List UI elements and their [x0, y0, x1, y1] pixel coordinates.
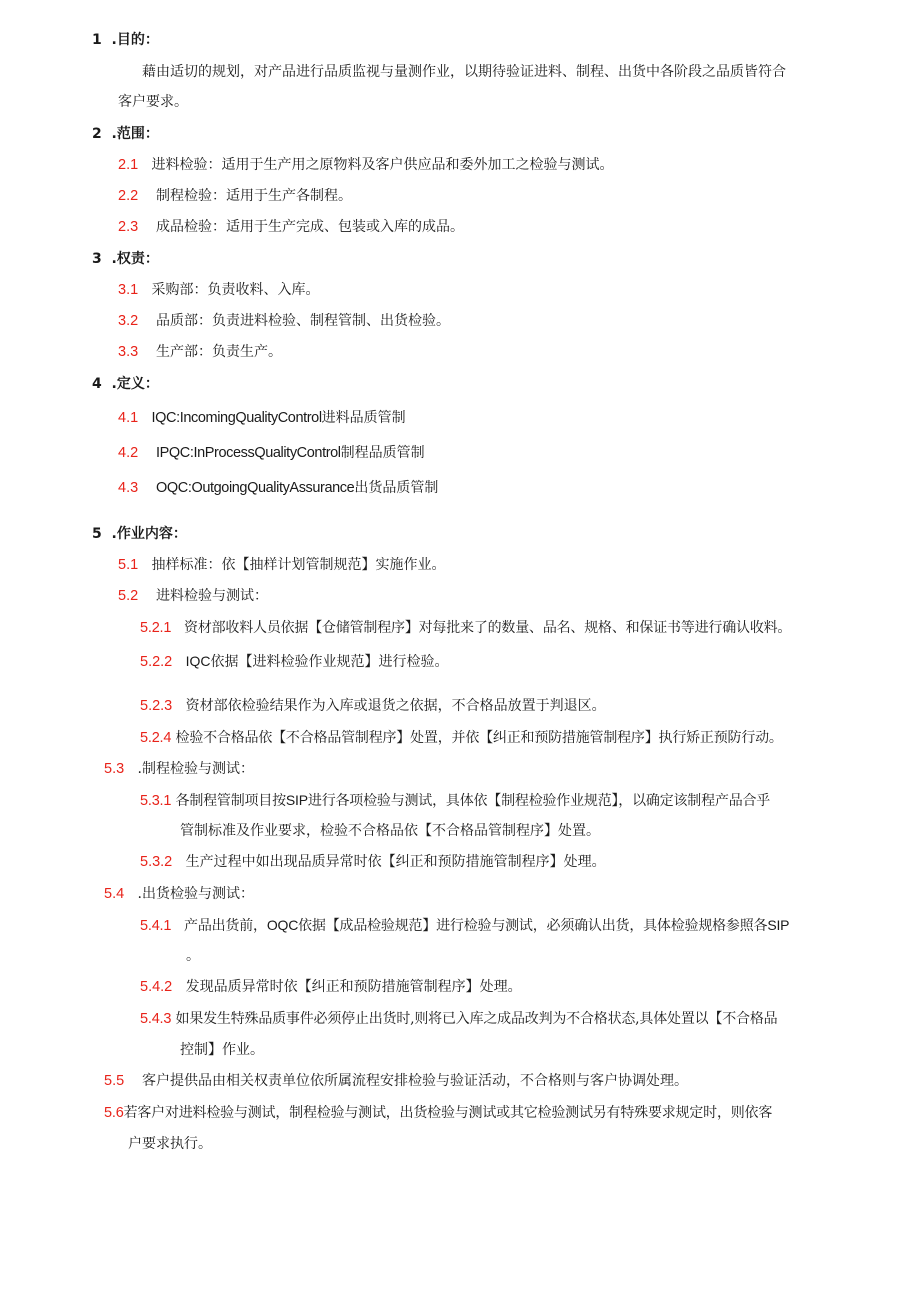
item-number: 4.1: [118, 410, 139, 426]
section-number: 1: [92, 32, 102, 48]
term-abbreviation: SIP: [285, 792, 308, 808]
term-abbreviation: IQC:IncomingQualityControl: [151, 410, 322, 426]
item-number: 4.3: [118, 480, 139, 496]
item-5-4-2: [140, 977, 522, 997]
item-2-3: [118, 217, 464, 237]
section-title: .范围：: [111, 126, 159, 142]
item-number: 5.4.2: [140, 979, 173, 995]
item-text: 生产过程中如出现品质异常时依【纠正和预防措施管制程序】处理。: [185, 854, 606, 870]
section-title: .目的：: [111, 32, 159, 48]
item-text: 发现品质异常时依【纠正和预防措施管制程序】处理。: [185, 979, 522, 995]
item-number: 5.2.4: [140, 730, 172, 746]
section-title: .定义：: [111, 376, 159, 392]
section-number: 2: [92, 126, 102, 142]
item-2-2: [118, 186, 352, 206]
item-2-1: [118, 155, 614, 175]
item-4-3: [118, 478, 438, 498]
item-text-cont: 依据【成品检验规范】进行检验与测试，必须确认出货，具体检验规格参照各: [298, 918, 768, 934]
item-text: 资材部收料人员依据【仓储管制程序】对每批来了的数量、品名、规格、和保证书等进行确认收料。: [184, 620, 792, 636]
section-title: .作业内容：: [111, 526, 187, 542]
item-text: 产品出货前，: [184, 918, 267, 934]
item-text: 依据【进料检验作业规范】进行检验。: [210, 654, 449, 670]
section-4-heading: [92, 374, 159, 394]
item-text: 生产部：负责生产。: [155, 344, 282, 360]
section-title: .权责：: [111, 251, 159, 267]
item-number: 4.2: [118, 445, 139, 461]
item-5-4-3: [140, 1009, 777, 1029]
item-text: 抽样标准：依【抽样计划管制规范】实施作业。: [151, 557, 446, 573]
item-text: .制程检验与测试：: [137, 761, 254, 777]
item-number: 5.2.3: [140, 698, 173, 714]
item-5-2-1: [140, 618, 791, 638]
section-1-heading: [92, 30, 159, 50]
term-abbreviation: OQC:OutgoingQualityAssurance: [155, 480, 355, 496]
item-5-3: [104, 759, 254, 779]
item-text: .出货检验与测试：: [137, 886, 254, 902]
term-abbreviation: IPQC:InProcessQualityControl: [155, 445, 341, 461]
item-5-1: [118, 555, 446, 575]
item-5-6: [104, 1103, 772, 1123]
section-1-body-cont: 客户要求。: [118, 94, 188, 110]
item-number: 5.4.1: [140, 918, 172, 934]
term-abbreviation: OQC: [266, 917, 299, 933]
item-5-4-1: [140, 915, 789, 936]
item-text: 客户提供品由相关权责单位依所属流程安排检验与验证活动，不合格则与客户协调处理。: [141, 1073, 688, 1089]
item-5-3-1-cont: 管制标准及作业要求，检验不合格品依【不合格品管制程序】处置。: [180, 823, 600, 839]
term-meaning: 进料品质管制: [321, 410, 406, 426]
item-number: 5.1: [118, 557, 139, 573]
item-5-4-3-cont: 控制】作业。: [180, 1042, 264, 1058]
item-number: 2.3: [118, 219, 139, 235]
item-text: 进料检验：适用于生产用之原物料及客户供应品和委外加工之检验与测试。: [151, 157, 614, 173]
item-5-6-cont: 户要求执行。: [128, 1136, 212, 1152]
section-2-heading: [92, 124, 159, 144]
item-5-4: [104, 884, 254, 904]
item-text: 如果发生特殊品质事件必须停止出货时,则将已入库之成品改判为不合格状态,具体处置以【不合格品: [175, 1011, 778, 1027]
item-number: 5.3: [104, 761, 125, 777]
item-text: 若客户对进料检验与测试，制程检验与测试，出货检验与测试或其它检验测试另有特殊要求规定时，则依客: [123, 1105, 773, 1121]
section-3-heading: [92, 249, 159, 269]
term-meaning: 制程品质管制: [340, 445, 425, 461]
item-text: 检验不合格品依【不合格品管制程序】处置，并依【纠正和预防措施管制程序】执行矫正预防行动。: [175, 730, 783, 746]
term-abbreviation-2: SIP: [767, 917, 790, 933]
item-number: 5.4.3: [140, 1011, 172, 1027]
item-text: 进料检验与测试：: [155, 588, 268, 604]
section-5-heading: [92, 524, 187, 544]
item-number: 5.5: [104, 1073, 125, 1089]
item-3-2: [118, 311, 450, 331]
term-meaning: 出货品质管制: [354, 480, 439, 496]
item-4-2: [118, 443, 425, 463]
item-text: 资材部依检验结果作为入库或退货之依据，不合格品放置于判退区。: [185, 698, 606, 714]
section-number: 4: [92, 376, 102, 392]
item-number: 5.4: [104, 886, 125, 902]
item-5-2-3: [140, 696, 606, 716]
item-text: 品质部：负责进料检验、制程管制、出货检验。: [155, 313, 450, 329]
item-number: 5.3.2: [140, 854, 173, 870]
item-number: 5.2: [118, 588, 139, 604]
item-3-1: [118, 280, 320, 300]
item-number: 5.3.1: [140, 793, 172, 809]
item-text: 成品检验：适用于生产完成、包装或入库的成品。: [155, 219, 464, 235]
item-text: 采购部：负责收料、入库。: [151, 282, 320, 298]
item-5-2-4: [140, 728, 783, 748]
item-text-cont: 进行各项检验与测试，具体依【制程检验作业规范】，以确定该制程产品合乎: [307, 793, 771, 809]
item-5-4-1-cont: 。: [186, 948, 200, 964]
item-text: 制程检验：适用于生产各制程。: [155, 188, 352, 204]
section-number: 5: [92, 526, 102, 542]
item-5-3-1: [140, 790, 770, 811]
item-5-5: [104, 1071, 688, 1091]
item-number: 3.1: [118, 282, 139, 298]
section-1-body: 藉由适切的规划，对产品进行品质监视与量测作业，以期待验证进料、制程、出货中各阶段之品质皆符合: [142, 64, 786, 80]
item-4-1: [118, 408, 406, 428]
item-number: 2.1: [118, 157, 139, 173]
item-5-3-2: [140, 852, 606, 872]
item-number: 5.2.1: [140, 620, 172, 636]
item-3-3: [118, 342, 282, 362]
item-number: 5.6: [104, 1105, 124, 1121]
item-text: 各制程管制项目按: [175, 793, 286, 809]
section-number: 3: [92, 251, 102, 267]
item-number: 5.2.2: [140, 654, 173, 670]
item-5-2-2: [140, 651, 449, 672]
item-number: 2.2: [118, 188, 139, 204]
item-number: 3.2: [118, 313, 139, 329]
item-5-2: [118, 586, 268, 606]
item-number: 3.3: [118, 344, 139, 360]
term-abbreviation: IQC: [185, 653, 211, 669]
